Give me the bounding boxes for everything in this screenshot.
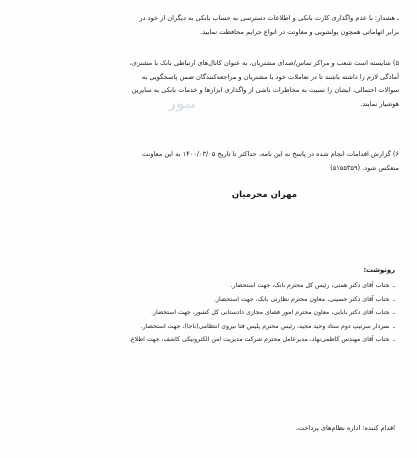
paragraph-line: ـ هشدار: با عدم واگذاری کارت بانکی و اطلاعات دسترسی به حساب بانکی به دیگران از خود در bbox=[139, 14, 399, 22]
cc-item bbox=[25, 293, 395, 307]
action-officer: اقدام کننده: اداره نظام‌های پرداخت. bbox=[295, 424, 395, 432]
paragraph-item-5 bbox=[15, 57, 399, 111]
cc-item-text: جناب آقای دکتر همتی، رئیس کل محترم بانک، جهت استحضار. bbox=[230, 282, 390, 289]
cc-list bbox=[25, 279, 395, 347]
cc-item-text: جناب آقای دکتر بابایی، معاون محترم امور فضای مجازی دادستانی کل کشور، جهت استحضار. bbox=[151, 309, 390, 317]
cc-item-text: سردار سرتیپ دوم ستاد وحید مجید، رئیس محترم پلیس فتا نیروی انتظامی(ناجا)، جهت استحضار. bbox=[140, 322, 390, 330]
bullet-dash: ـ bbox=[393, 309, 395, 317]
paragraph-line: سوالات احتمالی، ایشان را نسبت به مخاطرات ناشی از واگذاری ابزارها و خدمات بانکی به سایرین bbox=[131, 86, 399, 94]
paragraph-line: برابر اتهاماتی همچون پولشویی و معاونت در انواع جرایم محافظت نمایید. bbox=[200, 27, 399, 36]
cc-item bbox=[25, 333, 395, 347]
paragraph-warning bbox=[15, 12, 399, 39]
paragraph-item-6 bbox=[15, 148, 399, 175]
cc-item bbox=[25, 279, 395, 293]
paragraph-line: ۶) گزارش اقدامات انجام شده در پاسخ به این نامه، حداکثر تا تاریخ ۱۴۰۰/۰۳/۰۵ به این معاونت bbox=[142, 150, 399, 158]
paragraph-line: آمادگی لازم را داشته باشند تا در تعاملات خود با مشتریان و مراجعه‌کنندگان ضمن پاسخگویی به bbox=[141, 72, 399, 81]
bullet-dash: ـ bbox=[393, 282, 395, 289]
signature-name: مهران محرمیان bbox=[231, 190, 297, 200]
watermark-text: نیوز bbox=[168, 96, 196, 112]
bullet-dash: ـ bbox=[393, 295, 395, 303]
bullet-dash: ـ bbox=[393, 336, 395, 344]
paragraph-line: هوشیار نمایند. bbox=[360, 99, 399, 108]
paragraph-line: منعکس شود. (۵۱۵۵۳۵۹) bbox=[330, 163, 399, 172]
cc-label: رونوشت: bbox=[363, 266, 395, 274]
cc-item-text: جناب آقای مهندس کاظمی‌نهاد، مدیرعامل محترم شرکت مدیریت امن الکترونیکی کاشف، جهت اطلاع. bbox=[128, 336, 390, 344]
cc-item bbox=[25, 306, 395, 320]
cc-item bbox=[25, 320, 395, 334]
paragraph-line: ۵) شایسته است شعب و مراکز تماس/صدای مشتریان، به عنوان کانال‌های ارتباطی بانک با مشتری، bbox=[129, 59, 399, 67]
cc-item-text: جناب آقای دکتر حسینی، معاون محترم نظارتی بانک، جهت استحضار. bbox=[214, 295, 390, 303]
bullet-dash: ـ bbox=[393, 322, 395, 330]
